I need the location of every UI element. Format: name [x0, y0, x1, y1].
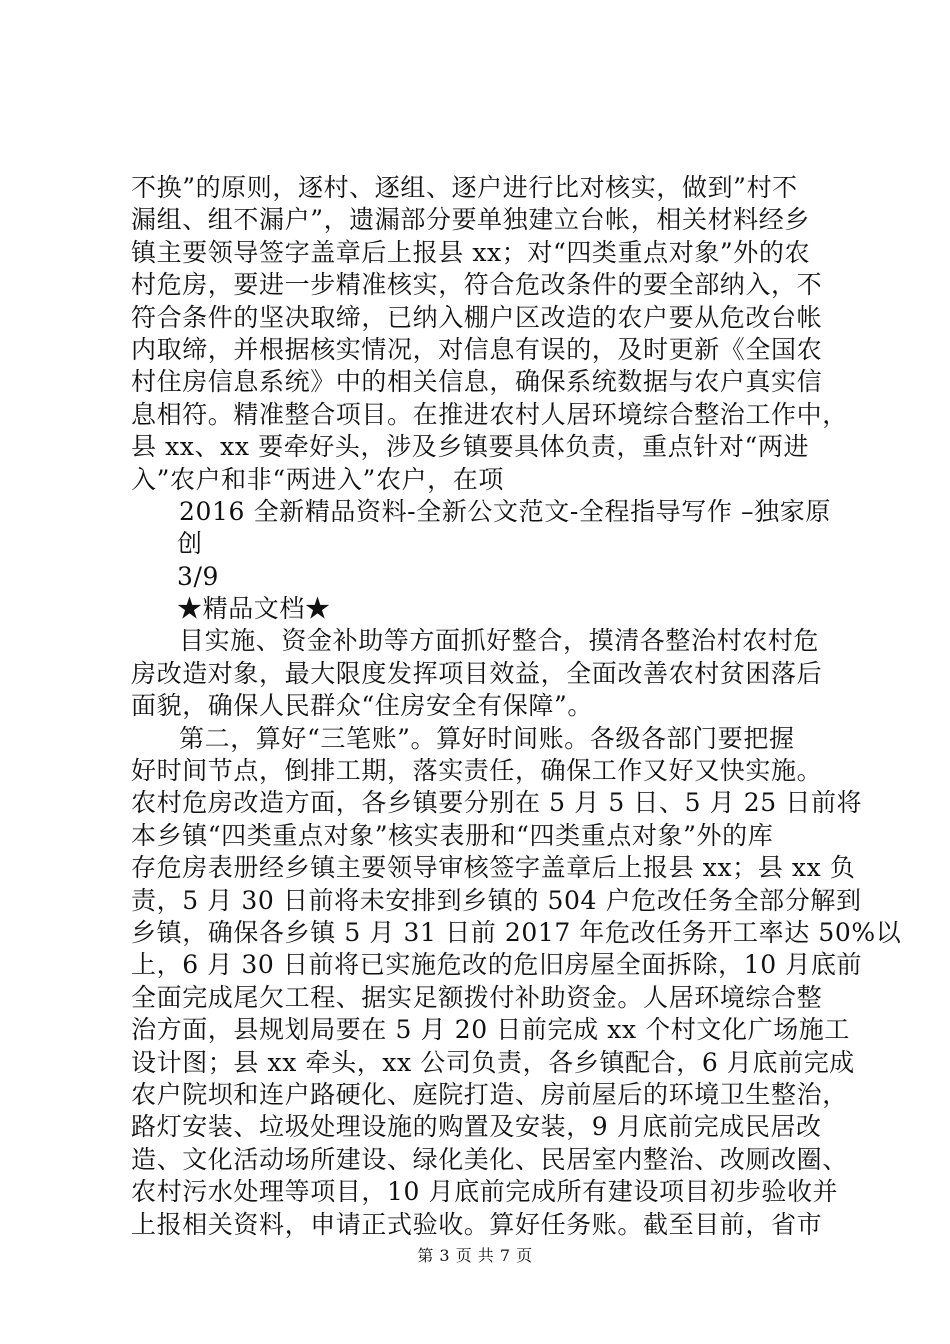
text-line: 县 xx、xx 要牵好头，涉及乡镇要具体负责，重点针对“两进	[131, 432, 810, 462]
text-line: 漏组、组不漏户”，遗漏部分要单独建立台帐，相关材料经乡	[131, 205, 810, 235]
text-line: 面貌，确保人民群众“住房安全有保障”。	[131, 691, 593, 721]
text-line: 农村危房改造方面，各乡镇要分别在 5 月 5 日、5 月 25 日前将	[131, 788, 863, 818]
text-line: 镇主要领导签字盖章后上报县 xx；对“四类重点对象”外的农	[131, 237, 811, 267]
text-line: 农村污水处理等项目，10 月底前完成所有建设项目初步验收并	[131, 1177, 839, 1207]
text-line: 好时间节点，倒排工期，落实责任，确保工作又好又快实施。	[131, 756, 823, 786]
featured-doc-label: ★精品文档★	[177, 594, 331, 624]
text-line: 责，5 月 30 日前将未安排到乡镇的 504 户危改任务全部分解到	[131, 885, 862, 915]
text-line: 设计图；县 xx 牵头，xx 公司负责，各乡镇配合，6 月底前完成	[131, 1047, 855, 1077]
text-line: 上报相关资料，申请正式验收。算好任务账。截至目前，省市	[131, 1209, 823, 1239]
page-fraction: 3/9	[177, 561, 220, 591]
text-line: 息相符。精准整合项目。在推进农村人居环境综合整治工作中，	[131, 399, 848, 429]
text-line: 目实施、资金补助等方面抓好整合，摸清各整治村农村危	[179, 626, 820, 656]
text-line: 内取缔，并根据核实情况，对信息有误的，及时更新《全国农	[131, 334, 823, 364]
text-line: 路灯安装、垃圾处理设施的购置及安装，9 月底前完成民居改	[131, 1112, 822, 1142]
paragraph-continued	[131, 172, 848, 496]
text-line: 本乡镇“四类重点对象”核实表册和“四类重点对象”外的库	[131, 820, 774, 850]
promo-text: 2016 全新精品资料-全新公文范文-全程指导写作 –独家原	[179, 496, 831, 526]
promo-banner	[131, 496, 831, 626]
page-footer: 第 3 页 共 7 页	[417, 1246, 533, 1265]
text-line: 村危房，要进一步精准核实，符合危改条件的要全部纳入，不	[131, 270, 823, 300]
text-line: 入”农户和非“两进入”农户，在项	[131, 464, 504, 494]
text-line: 治方面，县规划局要在 5 月 20 日前完成 xx 个村文化广场施工	[131, 1015, 850, 1045]
paragraph-continuation	[131, 625, 831, 722]
document-body	[131, 172, 902, 1241]
text-line: 不换”的原则，逐村、逐组、逐户进行比对核实，做到”村不	[131, 173, 798, 202]
text-line: 房改造对象，最大限度发挥项目效益，全面改善农村贫困落后	[131, 658, 823, 688]
text-line: 村住房信息系统》中的相关信息，确保系统数据与农户真实信	[131, 367, 823, 397]
text-line: 符合条件的坚决取缔，已纳入棚户区改造的农户要从危改台帐	[131, 302, 823, 332]
paragraph-second	[131, 723, 902, 1241]
text-line: 全面完成尾欠工程、据实足额拨付补助资金。人居环境综合整	[131, 982, 823, 1012]
text-line: 乡镇，确保各乡镇 5 月 31 日前 2017 年危改任务开工率达 50%以	[131, 917, 902, 947]
text-line: 造、文化活动场所建设、绿化美化、民居室内整治、改厕改圈、	[131, 1144, 848, 1174]
text-line: 存危房表册经乡镇主要领导审核签字盖章后上报县 xx；县 xx 负	[131, 853, 856, 883]
promo-text-wrap: 创	[177, 529, 203, 559]
text-line: 上，6 月 30 日前将已实施危改的危旧房屋全面拆除，10 月底前	[131, 950, 863, 980]
text-line: 农户院坝和连户路硬化、庭院打造、房前屋后的环境卫生整治，	[131, 1079, 848, 1109]
text-line: 第二，算好“三笔账”。算好时间账。各级各部门要把握	[179, 723, 795, 753]
